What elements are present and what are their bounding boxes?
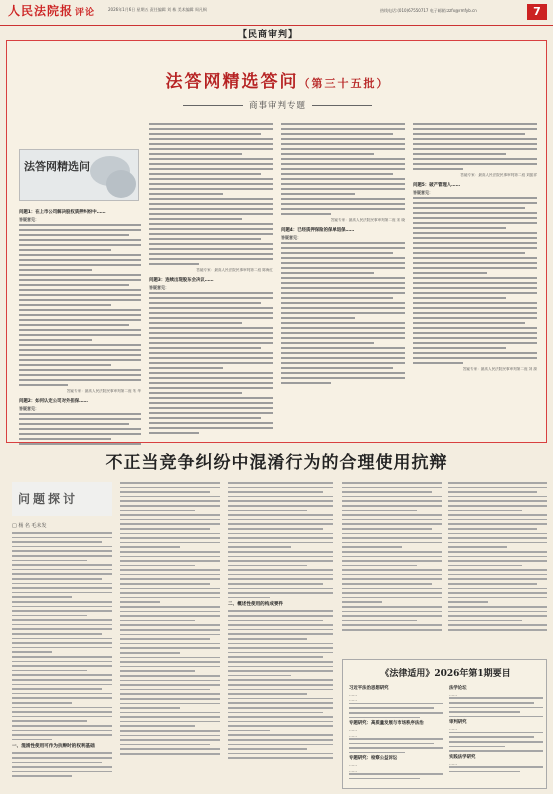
contents-item: …… — [449, 760, 457, 766]
contents-left — [349, 686, 443, 782]
question-3: 问题3：连续出现股东会决议…… — [149, 278, 214, 283]
commentary-title: 不正当竞争纠纷中混淆行为的合理使用抗辩 — [105, 453, 448, 473]
answer-author: 答疑专家：最高人民法院民事审判第二庭 刘 源 — [462, 367, 537, 371]
section-heading-1: 一、混淆性使用可作为抗辩时的权利基础 — [12, 744, 95, 750]
answer-author: 答疑专家：最高人民法院民事审判第二庭 陈海红 — [196, 268, 273, 272]
feature-box — [6, 40, 547, 443]
answer-author: 答疑专家：最高人民法院民事审判第二庭 刘振祥 — [460, 173, 537, 177]
question-1: 问题1：在上市公司解决股权质押纠纷中…… — [19, 210, 106, 215]
text-column-3 — [281, 123, 405, 387]
page-number: 7 — [527, 4, 547, 20]
article-author: □ 杨 名 毛未发 — [12, 523, 47, 529]
issue-info: 2026年1月6日 星期五 责任编辑 刘 栋 美术编辑 周凡枫 — [108, 7, 207, 12]
text-column-b2 — [120, 482, 220, 758]
contents-item: …… — [349, 727, 357, 733]
newspaper-logo: 人民法院报 评论 — [8, 4, 96, 18]
contents-item: …… — [349, 732, 357, 738]
question-5: 问题5：破产管理人…… — [413, 183, 460, 188]
contents-heading: 实践法学研究 — [449, 754, 476, 760]
question-4: 问题4：已经质押保险的保单退保…… — [281, 228, 355, 233]
hotline: 热线电话:(010)67550717 电子邮箱:zzfx@rmfyb.cn — [380, 8, 477, 13]
contents-item: …… — [349, 697, 357, 703]
text-column-2 — [149, 123, 273, 437]
section-label: 【民商审判】 — [238, 30, 299, 40]
contents-item: …… — [349, 692, 357, 697]
feature-title: 法答网精选答问（第三十五批） — [165, 72, 390, 92]
answer-label: 答疑意见： — [281, 235, 301, 240]
text-column-b5 — [448, 482, 547, 634]
contents-heading: 专题研究：检察公益诉讼 — [349, 756, 398, 762]
contents-heading: 专题研究：高质量发展与市场秩序法治 — [349, 721, 424, 727]
answer-label: 答疑意见： — [149, 285, 169, 290]
contents-heading: 法学论坛 — [449, 686, 467, 691]
contents-item: …… — [349, 767, 357, 773]
question-2: 问题2：如何认定公司对外担保…… — [19, 399, 88, 404]
hand-illustration — [106, 170, 136, 198]
answer-label: 答疑意见： — [19, 217, 39, 222]
contents-right — [449, 686, 543, 775]
text-column-b1 — [12, 532, 112, 780]
feature-subtitle: 商事审判专题 — [7, 99, 548, 111]
contents-item: …… — [449, 726, 457, 732]
answer-author: 答疑专家：最高人民法院民事审判第二庭 宋 晓 — [330, 218, 405, 222]
contents-item: …… — [349, 762, 357, 768]
column-label: 法答网精选问 — [24, 160, 90, 173]
contents-heading: 审判研究 — [449, 720, 467, 726]
column-image — [12, 482, 112, 516]
section-heading-2: 二、概述性使用的构成要件 — [228, 602, 284, 608]
answer-author: 答疑专家：最高人民法院民事审判第二庭 朱 华 — [66, 389, 141, 393]
column-label: 问题探讨 — [18, 492, 79, 506]
column-image — [19, 149, 139, 201]
journal-contents-title: 《法律适用》2026年第1期要目 — [380, 669, 511, 679]
text-column-b4 — [342, 482, 442, 634]
text-column-1 — [19, 205, 141, 448]
text-column-b3 — [228, 482, 333, 762]
text-column-4 — [413, 123, 537, 375]
contents-heading: 习近平法治思想研究 — [349, 686, 389, 691]
journal-contents-box — [342, 659, 547, 789]
contents-item: …… — [449, 692, 457, 697]
answer-label: 答疑意见： — [19, 406, 39, 411]
answer-label: 答疑意见： — [413, 190, 433, 195]
masthead — [0, 0, 553, 26]
